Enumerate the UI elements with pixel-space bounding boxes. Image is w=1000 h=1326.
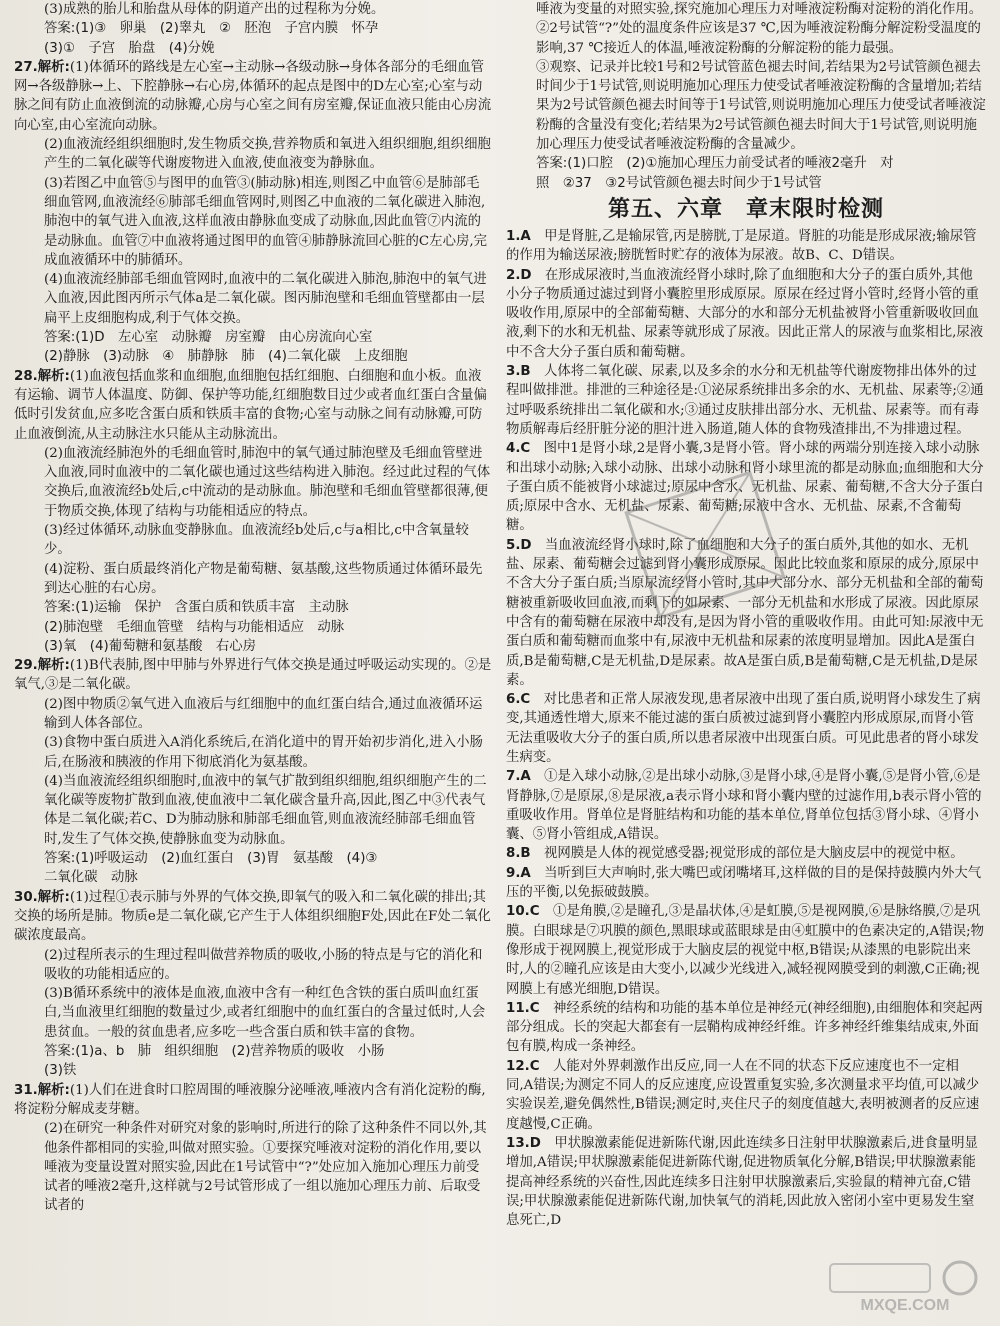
- answer-item: [506, 362, 986, 439]
- item-number: 5.D: [506, 537, 532, 553]
- question-number: 31.: [14, 1082, 38, 1098]
- answer-list: [506, 227, 986, 1230]
- question-number: 30.: [14, 889, 38, 905]
- item-text: ①是角膜,②是瞳孔,③是晶状体,④是虹膜,⑤是视网膜,⑥是脉络膜,⑦是巩膜。白眼球是⑦巩膜的颜色,黑眼球或蓝眼球是由④虹膜中的色素决定的,A错误;物像形成于视网膜上,视觉形成于大脑皮层的视觉中枢,B错误;从漆黑的电影院出来时,人的②瞳孔应该是由大变小,以减少光线进入,减轻视网膜受到的刺激,C正确;视网膜上有感光细胞,D错误。: [506, 904, 984, 997]
- item-number: 9.A: [506, 865, 531, 881]
- answer-item: [506, 1057, 986, 1134]
- answer-item: [506, 864, 986, 903]
- item-text: 甲是肾脏,乙是输尿管,丙是膀胱,丁是尿道。肾脏的功能是形成尿液;输尿管的作用为输送尿液;膀胱暂时贮存的液体为尿液。故B、C、D错误。: [506, 228, 977, 264]
- item-number: 10.C: [506, 904, 540, 920]
- item-text: 人能对外界刺激作出反应,同一人在不同的状态下反应速度也不一定相同,A错误;为测定不同人的反应速度,应设置重复实验,多次测量求平均值,可以减少实验误差,避免偶然性,B错误;测定时,夹住尺子的刻度值越大,表明被测者的反应速度越慢,C正确。: [506, 1058, 980, 1132]
- answer-line: 照 ②37 ③2号试管颜色褪去时间少于1号试管: [536, 175, 822, 191]
- item-number: 12.C: [506, 1058, 540, 1074]
- answer-line: (2)静脉 (3)动脉 ④ 肺静脉 肺 (4)二氧化碳 上皮细胞: [44, 349, 408, 365]
- question-number: 29.: [14, 658, 38, 674]
- item-number: 7.A: [506, 769, 531, 785]
- answer-line: 二氧化碳 动脉: [44, 870, 138, 886]
- analysis-text: ②2号试管“?”处的温度条件应该是37 ℃,因为唾液淀粉酶分解淀粉受温度的影响,37 ℃接近人的体温,唾液淀粉酶的分解淀粉的能力最强。: [536, 21, 981, 56]
- item-text: ①是入球小动脉,②是出球小动脉,③是肾小球,④是肾小囊,⑤是肾小管,⑥是肾静脉,⑦是原尿,⑧是尿液,a表示肾小球和肾小囊内壁的过滤作用,b表示肾小管的重吸收作用。肾单位是肾脏结构和功能的基本单位,肾单位包括③肾小球、④肾小囊、⑤肾小管组成,A错误。: [506, 769, 982, 843]
- answer-item: [506, 902, 986, 998]
- answer-line: 答案:(1)呼吸运动 (2)血红蛋白 (3)胃 氨基酸 (4)③: [44, 851, 378, 867]
- answer-line: 答案:(1)运输 保护 含蛋白质和铁质丰富 主动脉: [44, 600, 349, 616]
- item-number: 2.D: [506, 267, 532, 283]
- answer-line: (3)① 子宫 胎盘 (4)分娩: [44, 40, 215, 56]
- left-column: [14, 0, 492, 1326]
- answer-line: 答案:(1)D 左心室 动脉瓣 房室瓣 由心房流向心室: [44, 330, 373, 346]
- question-number: 28.: [14, 368, 38, 384]
- item-text: 在形成尿液时,当血液流经肾小球时,除了血细胞和大分子的蛋白质外,其他小分子物质通过滤过到肾小囊腔里形成原尿。原尿在经过肾小管时,经肾小管的重吸收作用,原尿中的全部葡萄糖、大部分的水和部分无机盐被肾小管重新吸收回血液,剩下的水和无机盐、尿素等就形成了尿液。因此正常人的尿液与血浆相比,尿液中不含大分子蛋白质和葡萄糖。: [506, 267, 984, 360]
- section-title: 第五、六章 章末限时检测: [607, 196, 884, 222]
- analysis-text: (3)经过体循环,动脉血变静脉血。血液流经b处后,c与a相比,c中含氧量较少。: [44, 523, 469, 558]
- item-number: 6.C: [506, 692, 531, 708]
- analysis-label: 解析:: [37, 889, 70, 905]
- answer-item: [506, 439, 986, 535]
- item-number: 3.B: [506, 364, 531, 380]
- answer-item: [506, 999, 986, 1057]
- item-text: 当听到巨大声响时,张大嘴巴或闭嘴堵耳,这样做的目的是保持鼓膜内外大气压的平衡,以免振破鼓膜。: [506, 865, 982, 901]
- question-number: 27.: [14, 59, 38, 75]
- analysis-label: 解析:: [37, 1082, 70, 1098]
- analysis-text: (3)食物中蛋白质进入A消化系统后,在消化道中的胃开始初步消化,进入小肠后,在肠液和胰液的作用下彻底消化为氨基酸。: [44, 735, 483, 770]
- analysis-label: 解析:: [37, 59, 70, 75]
- answer-item: [506, 227, 986, 266]
- analysis-text: (2)在研究一种条件对研究对象的影响时,所进行的除了这种条件不同以外,其他条件都相同的实验,叫做对照实验。①要探究唾液对淀粉的消化作用,要以唾液为变量设置对照实验,因此在1号试管中“?”处应加入施加心理压力前受试者的唾液2毫升,这样就与2号试管形成了一组以施加心理压力前、后取受试者的: [44, 1121, 487, 1214]
- analysis-text: (1)人们在进食时口腔周围的唾液腺分泌唾液,唾液内含有消化淀粉的酶,将淀粉分解成麦芽糖。: [14, 1082, 486, 1117]
- analysis-text: (2)血液流经组织细胞时,发生物质交换,营养物质和氧进入组织细胞,组织细胞产生的二氧化碳等代谢废物进入血液,使血液变为静脉血。: [44, 137, 491, 172]
- item-text: 图中1是肾小球,2是肾小囊,3是肾小管。肾小球的两端分别连接入球小动脉和出球小动脉;入球小动脉、出球小动脉和肾小球里流的都是动脉血;血细胞和大分子蛋白质不能被肾小球滤过;原尿中含水、无机盐、尿素、葡萄糖,不含大分子蛋白质;原尿中含水、无机盐、尿素、葡萄糖;尿液中含水、无机盐、尿素,不含葡萄糖。: [506, 441, 984, 534]
- analysis-text: ③观察、记录并比较1号和2号试管蓝色褪去时间,若结果为2号试管颜色褪去时间少于1号试管,则说明施加心理压力使受试者唾液淀粉酶的含量增加;若结果为2号试管颜色褪去时间等于1号试管,则说明施加心理压力使受试者唾液淀粉酶的含量没有变化;若结果为2号试管颜色褪去时间大于1号试管,则说明施加心理压力使受试者唾液淀粉酶的含量减少。: [536, 59, 986, 153]
- analysis-text: (4)当血液流经组织细胞时,血液中的氧气扩散到组织细胞,组织细胞产生的二氧化碳等废物扩散到血液,使血液中二氧化碳含量升高,因此,图乙中③代表气体是二氧化碳;若C、D为肺动脉和肺部毛细血管,则血液流经肺部毛细血管时,发生了气体交换,使静脉血变为动脉血。: [44, 773, 487, 847]
- question-28: [14, 367, 492, 656]
- question-27: [14, 58, 492, 367]
- analysis-label: 解析:: [37, 658, 70, 674]
- analysis-text: (3)B循环系统中的液体是血液,血液中含有一种红色含铁的蛋白质叫血红蛋白,当血液里红细胞的数量过少,或者红细胞中的血红蛋白的含量过低时,人会患贫血。一般的贫血患者,应多吃一些含蛋白质和铁丰富的食物。: [44, 986, 486, 1040]
- answer-item: [506, 690, 986, 767]
- answer-item: [506, 266, 986, 362]
- answer-line: 答案:(1)③ 卵巢 (2)睾丸 ② 胚泡 子宫内膜 怀孕: [44, 21, 379, 37]
- analysis-text: (2)过程所表示的生理过程叫做营养物质的吸收,小肠的特点是与它的消化和吸收的功能相适应的。: [44, 947, 483, 982]
- analysis-text: (2)图中物质②氧气进入血液后与红细胞中的血红蛋白结合,通过血液循环运输到人体各部位。: [44, 696, 483, 731]
- answer-line: (3)氧 (4)葡萄糖和氨基酸 右心房: [44, 638, 257, 654]
- question-30: [14, 888, 492, 1081]
- answer-item: [506, 536, 986, 690]
- answer-line: (3)铁: [44, 1063, 77, 1079]
- analysis-text: (2)血液流经肺泡外的毛细血管时,肺泡中的氧气通过肺泡壁及毛细血管壁进入血液,同时血液中的二氧化碳也通过这些结构进入肺泡。经过此过程的气体交换后,血液流经b处后,c中流动的是动脉血。肺泡壁和毛细血管壁都很薄,便于物质交换,体现了结构与功能相适应的特点。: [44, 445, 491, 519]
- answer-line: (2)肺泡壁 毛细血管壁 结构与功能相适应 动脉: [44, 619, 345, 635]
- left-intro: [14, 0, 492, 58]
- item-text: 当血液流经肾小球时,除了血细胞和大分子的蛋白质外,其他的如水、无机盐、尿素、葡萄糖会过滤到肾小囊形成原尿。因此比较血浆和原尿的成分,原尿中不含大分子蛋白质;当原尿流经肾小管时,其中大部分水、部分无机盐和全部的葡萄糖被重新吸收回血液,而剩下的如尿素、一部分无机盐和水形成了尿液。因此原尿中含有的葡萄糖在尿液中却没有,是因为肾小管的重吸收作用。由此可知:尿液中无蛋白质和葡萄糖而血浆中有,尿液中无机盐和尿素的浓度明显增加。因此A是蛋白质,B是葡萄糖,C是无机盐,D是尿素。故A是蛋白质,B是葡萄糖,C是无机盐,D是尿素。: [506, 537, 984, 688]
- answer-item: [506, 844, 986, 863]
- watermark-text: MXQE.COM: [860, 1297, 950, 1314]
- analysis-text: (1)体循环的路线是左心室→主动脉→各级动脉→身体各部分的毛细血管网→各级静脉→上、下腔静脉→右心房,体循环的起点是图中的D左心室;心室与动脉之间有防止血液倒流的动脉瓣,心房与心室之间有房室瓣,保证血液只能由心房流向心室,由心室流向动脉。: [14, 59, 492, 133]
- item-text: 人体将二氧化碳、尿素,以及多余的水分和无机盐等代谢废物排出体外的过程叫做排泄。排泄的三种途径是:①泌尿系统排出多余的水、无机盐、尿素等;②通过呼吸系统排出二氧化碳和水;③通过皮肤排出部分水、无机盐、尿素等。而有毒物质解毒后经肝脏分泌的胆汁进入肠道,随人体的食物残渣排出,不为排遗过程。: [506, 364, 984, 437]
- question-29: [14, 656, 492, 888]
- answer-line: 答案:(1)a、b 肺 组织细胞 (2)营养物质的吸收 小肠: [44, 1044, 385, 1060]
- item-text: 视网膜是人体的视觉感受器;视觉形成的部位是大脑皮层中的视觉中枢。: [544, 846, 964, 862]
- intro-line: (3)成熟的胎儿和胎盘从母体的阴道产出的过程称为分娩。: [44, 2, 385, 17]
- item-number: 13.D: [506, 1135, 541, 1151]
- item-text: 对比患者和正常人尿液发现,患者尿液中出现了蛋白质,说明肾小球发生了病变,其通透性增大,原来不能过滤的蛋白质被过滤到肾小囊腔内形成原尿,而肾小管无法重吸收大分子的蛋白质,所以患者尿液中出现蛋白质。可见此患者的肾小球发生病变。: [506, 692, 981, 765]
- analysis-text: (4)淀粉、蛋白质最终消化产物是葡萄糖、氨基酸,这些物质通过体循环最先到达心脏的右心房。: [44, 561, 483, 596]
- right-intro: [506, 0, 986, 193]
- item-number: 8.B: [506, 846, 531, 862]
- answer-line: 答案:(1)口腔 (2)①施加心理压力前受试者的唾液2毫升 对: [536, 156, 894, 172]
- right-column: [506, 0, 986, 1326]
- analysis-text: (4)血液流经肺部毛细血管网时,血液中的二氧化碳进入肺泡,肺泡中的氧气进入血液,因此图丙所示气体a是二氧化碳。图丙肺泡壁和毛细血管壁都由一层扁平上皮细胞构成,利于气体交换。: [44, 272, 487, 326]
- answer-item: [506, 767, 986, 844]
- analysis-text: (1)血液包括血浆和血细胞,血细胞包括红细胞、白细胞和血小板。血液有运输、调节人体温度、防御、保护等功能,红细胞数目过少或者血红蛋白含量偏低时引发贫血,应多吃含蛋白质和铁质丰富的食物;心室与动脉之间有动脉瓣,可防止血液倒流,从主动脉注水只能从主动脉流出。: [14, 368, 487, 442]
- question-31: [14, 1081, 492, 1216]
- analysis-text: (1)B代表肺,图中甲肺与外界进行气体交换是通过呼吸运动实现的。②是氧气,③是二氧化碳。: [14, 658, 492, 693]
- analysis-text: (1)过程①表示肺与外界的气体交换,即氧气的吸入和二氧化碳的排出;其交换的场所是肺。物质e是二氧化碳,它产生于人体组织细胞F处,因此在F处二氧化碳浓度最高。: [14, 889, 491, 944]
- analysis-label: 解析:: [37, 368, 70, 384]
- item-text: 甲状腺激素能促进新陈代谢,因此连续多日注射甲状腺激素后,进食量明显增加,A错误;甲状腺激素能促进新陈代谢,促进物质氧化分解,B错误;甲状腺激素能提高神经系统的兴奋性,因此连续多日注射甲状腺激素后,实验鼠的精神亢奋,C错误;甲状腺激素能促进新陈代谢,加快氧气的消耗,因此放入密闭小室中更易发生窒息死亡,D: [506, 1135, 978, 1229]
- item-number: 4.C: [506, 441, 531, 457]
- item-text: 神经系统的结构和功能的基本单位是神经元(神经细胞),由细胞体和突起两部分组成。长的突起大都套有一层鞘构成神经纤维。许多神经纤维集结成束,外面包有膜,构成一条神经。: [506, 1000, 983, 1055]
- item-number: 11.C: [506, 1000, 540, 1016]
- item-number: 1.A: [506, 228, 531, 244]
- answer-item: [506, 1134, 986, 1230]
- analysis-text: 唾液为变量的对照实验,探究施加心理压力对唾液淀粉酶对淀粉的消化作用。: [536, 2, 983, 17]
- analysis-text: (3)若图乙中血管⑤与图甲的血管③(肺动脉)相连,则图乙中血管⑥是肺部毛细血管网,血液流经⑥肺部毛细血管网时,则图乙中血液的二氧化碳进入肺泡,肺泡中的氧气进入血液,这样血液由静脉血变成了动脉血,因此血管⑦内流的是动脉血。血管⑦中血液将通过图甲的血管④肺静脉流回心脏的C左心房,完成血液循环中的肺循环。: [44, 175, 487, 268]
